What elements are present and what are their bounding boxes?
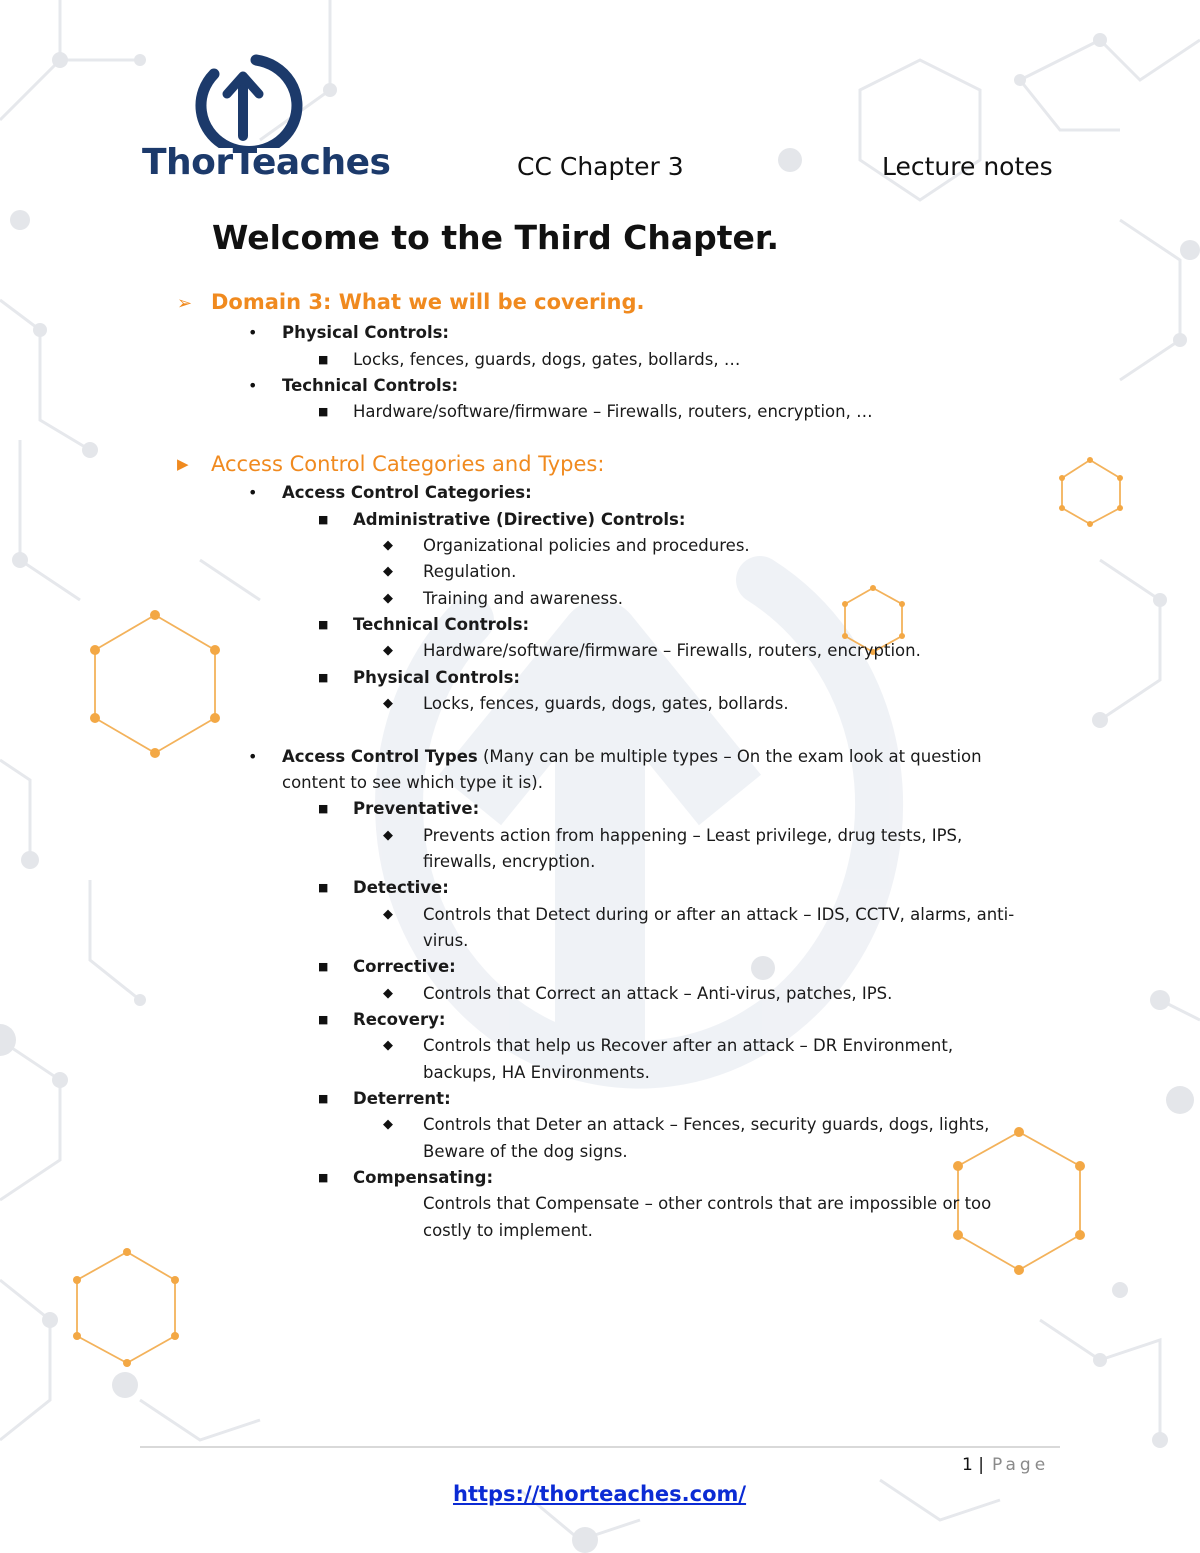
square-bullet-icon: ■ [318,960,329,973]
list-item-label: Technical Controls: [353,615,530,634]
list-item: Controls that help us Recover after an attack – DR Environment, [423,1036,954,1055]
diamond-bullet-icon: ◆ [383,828,393,843]
list-item: Controls that Compensate – other controls that are impossible or too [423,1194,992,1213]
diamond-bullet-icon: ◆ [383,986,393,1001]
square-bullet-icon: ■ [318,1092,329,1105]
list-item-label: Deterrent: [353,1089,451,1108]
list-item-label: Physical Controls: [282,323,450,342]
list-item: Training and awareness. [423,589,623,608]
diamond-bullet-icon: ◆ [383,643,393,658]
diamond-bullet-icon: ◆ [383,907,393,922]
list-item-label: Physical Controls: [353,668,521,687]
up-arrow-circle-icon [140,48,380,148]
website-link[interactable]: https://thorteaches.com/ [453,1482,747,1506]
square-bullet-icon: ■ [318,671,329,684]
types-note: (Many can be multiple types – On the exam look at question [483,747,982,766]
list-item: Locks, fences, guards, dogs, gates, bollards. [423,694,789,713]
square-bullet-icon: ■ [318,1171,329,1184]
square-bullet-icon: ■ [318,802,329,815]
square-bullet-icon: ■ [318,353,329,366]
page-title: Welcome to the Third Chapter. [212,218,780,257]
list-item-continued: Beware of the dog signs. [423,1142,628,1161]
diamond-bullet-icon: ◆ [383,696,393,711]
bullet-icon: • [248,323,258,342]
types-label: Access Control Types [282,747,478,766]
types-intro [282,744,982,770]
page-label: Page [992,1455,1050,1475]
bullet-icon: • [248,747,258,766]
section-heading: Domain 3: What we will be covering. [211,290,645,314]
diamond-bullet-icon: ◆ [383,1117,393,1132]
list-item: Controls that Deter an attack – Fences, security guards, dogs, lights, [423,1115,990,1134]
list-item: Regulation. [423,562,517,581]
list-item-label: Technical Controls: [282,376,459,395]
list-item: Hardware/software/firmware – Firewalls, routers, encryption. [423,641,921,660]
list-item-continued: backups, HA Environments. [423,1063,650,1082]
diamond-bullet-icon: ◆ [383,591,393,606]
list-item-label: Compensating: [353,1168,494,1187]
square-bullet-icon: ■ [318,1013,329,1026]
diamond-bullet-icon: ◆ [383,538,393,553]
header-lecture-notes: Lecture notes [882,152,1053,181]
footer-divider [140,1446,1060,1448]
list-item-label: Corrective: [353,957,456,976]
arrow-bullet-icon: ➢ [177,293,193,314]
list-item-label: Recovery: [353,1010,446,1029]
list-item-label: Detective: [353,878,449,897]
bullet-icon: • [248,376,258,395]
list-item-label: Administrative (Directive) Controls: [353,510,686,529]
list-item: Prevents action from happening – Least privilege, drug tests, IPS, [423,826,963,845]
square-bullet-icon: ■ [318,513,329,526]
diamond-bullet-icon: ◆ [383,564,393,579]
list-item-label: Access Control Categories: [282,483,532,502]
thorteaches-logo [140,48,391,188]
triangle-bullet-icon: ▶ [177,455,189,473]
square-bullet-icon: ■ [318,405,329,418]
square-bullet-icon: ■ [318,881,329,894]
list-item: Hardware/software/firmware – Firewalls, routers, encryption, … [353,402,873,421]
square-bullet-icon: ■ [318,618,329,631]
section-heading: Access Control Categories and Types: [211,452,605,476]
logo-text: ThorTeaches [142,142,391,183]
list-item: Locks, fences, guards, dogs, gates, bollards, … [353,350,741,369]
list-item: Organizational policies and procedures. [423,536,750,555]
page-number: 1 | [962,1455,984,1475]
list-item-continued: virus. [423,931,469,950]
list-item: Controls that Detect during or after an attack – IDS, CCTV, alarms, anti- [423,905,1015,924]
types-note-continued: content to see which type it is). [282,773,543,792]
header-chapter-title: CC Chapter 3 [517,152,684,181]
list-item-label: Preventative: [353,799,480,818]
list-item-continued: costly to implement. [423,1221,593,1240]
bullet-icon: • [248,483,258,502]
diamond-bullet-icon: ◆ [383,1038,393,1053]
list-item: Controls that Correct an attack – Anti-virus, patches, IPS. [423,984,893,1003]
list-item-continued: firewalls, encryption. [423,852,596,871]
